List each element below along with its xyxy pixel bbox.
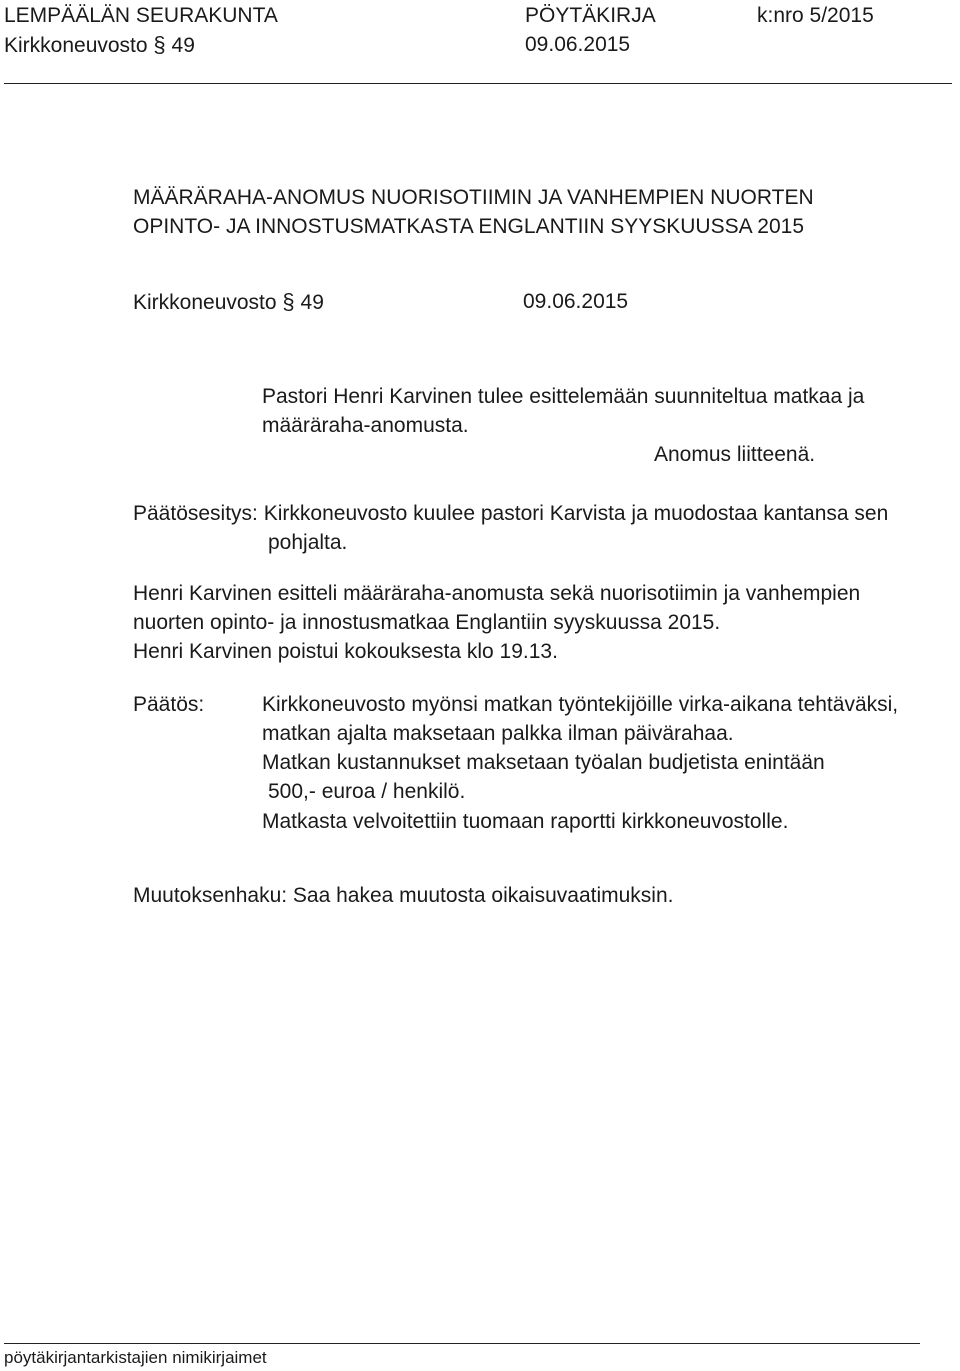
meeting-body-name: Kirkkoneuvosto [133,291,277,314]
decision-label: Päätös: [133,693,205,716]
intro-line-2: määräraha-anomusta. [262,414,469,437]
proposal-paragraph [133,500,888,528]
header-body-name: Kirkkoneuvosto [4,34,148,57]
proposal-line-2: pohjalta. [268,531,348,554]
appeal-note: Muutoksenhaku: Saa hakea muutosta oikaisuvaatimuksin. [133,884,674,907]
document-type: PÖYTÄKIRJA [525,4,656,27]
header-date: 09.06.2015 [525,33,631,56]
decision-line-4: 500,- euroa / henkilö. [268,780,466,803]
meeting-section-number: 49 [300,291,324,314]
presentation-line-1: Henri Karvinen esitteli määräraha-anomusta sekä nuorisotiimin ja vanhempien [133,582,861,605]
presentation-line-3: Henri Karvinen poistui kokouksesta klo 19.13. [133,640,558,663]
decision-line-2: matkan ajalta maksetaan palkka ilman päivärahaa. [262,722,734,745]
proposal-line-1: Kirkkoneuvosto kuulee pastori Karvista ja muodostaa kantansa sen [263,502,889,525]
header-meeting [4,31,195,60]
intro-line-1: Pastori Henri Karvinen tulee esittelemään suunniteltua matkaa ja [262,385,865,408]
header-section-number: 49 [171,34,195,57]
decision-line-5: Matkasta velvoitettiin tuomaan raportti kirkkoneuvostolle. [262,810,789,833]
proposal-label: Päätösesitys: [133,502,258,525]
organization-name: LEMPÄÄLÄN SEURAKUNTA [4,4,278,27]
section-symbol: § [153,32,166,57]
attachment-note: Anomus liitteenä. [654,443,816,466]
meeting-info [133,288,324,317]
footer-initials-label: pöytäkirjantarkistajien nimikirjaimet [4,1348,267,1367]
decision-line-3: Matkan kustannukset maksetaan työalan budjetista enintään [262,751,825,774]
document-title-line-1: MÄÄRÄRAHA-ANOMUS NUORISOTIIMIN JA VANHEMPIEN NUORTEN [133,186,814,209]
header-divider [4,83,952,84]
presentation-line-2: nuorten opinto- ja innostusmatkaa Englantiin syyskuussa 2015. [133,611,721,634]
decision-line-1: Kirkkoneuvosto myönsi matkan työntekijöille virka-aikana tehtäväksi, [262,693,899,716]
footer-divider [4,1343,920,1344]
document-title-line-2: OPINTO- JA INNOSTUSMATKASTA ENGLANTIIN SYYSKUUSSA 2015 [133,215,805,238]
section-symbol: § [282,289,295,314]
meeting-date: 09.06.2015 [523,290,629,313]
document-number: k:nro 5/2015 [757,4,874,27]
